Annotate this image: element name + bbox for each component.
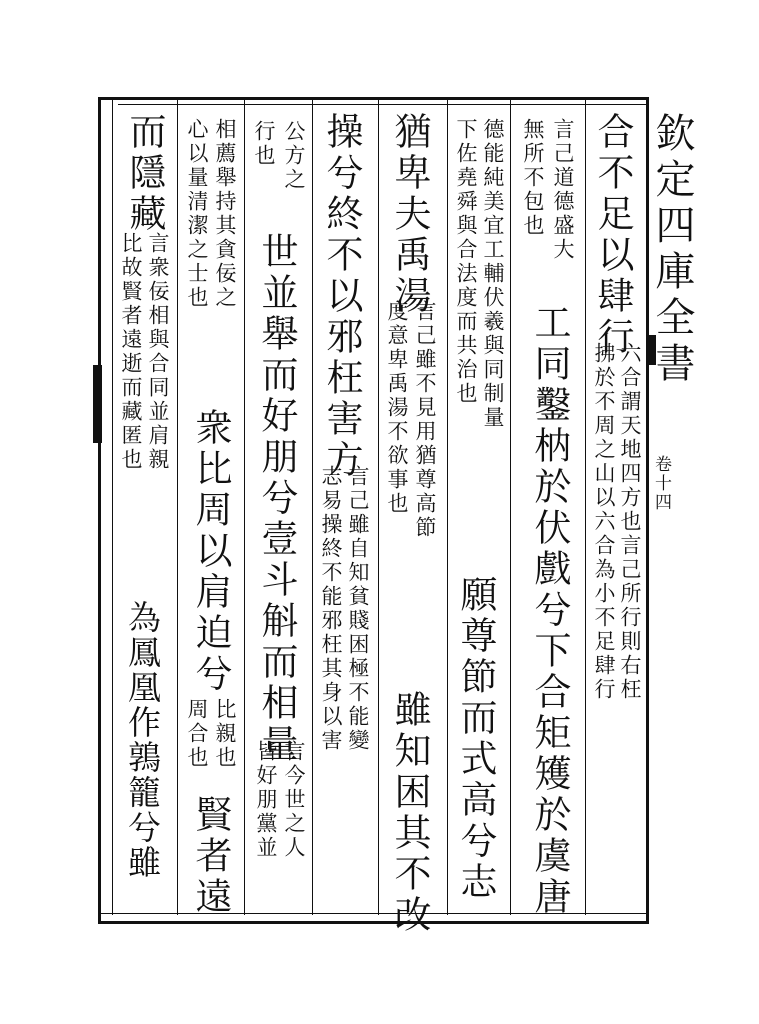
text-column: 操兮終不以邪枉害方 [320,112,363,481]
text-column: 周合也 [185,698,209,770]
text-column: 公方之 [282,120,306,192]
text-column: 而隱藏 [123,112,166,235]
column-rule [177,100,178,915]
text-column: 比親也 [213,698,237,770]
column-rule [585,100,586,915]
text-column: 猶卑夫禹湯 [388,112,431,317]
bottom-border [100,921,648,924]
text-column: 比故賢者遠逝而藏匿也 [119,232,143,472]
text-column: 相薦舉持其貪佞之 [213,118,237,310]
text-column: 言己雖自知貧賤困極不能變 [346,465,370,753]
text-column: 雖知困其不改 [388,690,431,936]
text-column: 無所不包也 [521,118,545,238]
text-column: 行也 [252,120,276,168]
text-column: 拂於不周之山以六合為小不足肆行 [592,342,616,702]
column-rule [312,100,313,915]
text-column: 度意卑禹湯不欲事也 [385,300,409,516]
text-column: 合不足以肆行 [591,112,634,358]
column-rule [244,100,245,915]
text-column: 德能純美宜工輔伏羲與同制量 [481,118,505,430]
text-column: 志易操終不能邪枉其身以害 [319,465,343,753]
column-rule [112,100,113,915]
volume-label: 卷十四 [651,455,671,512]
top-border-thin [118,104,648,105]
ink-mark [93,365,102,443]
top-border [100,97,648,100]
text-column: 衆比周以肩迫兮 [189,408,232,695]
book-title: 欽定四庫全書 [649,112,695,388]
text-column: 工同鑿枘於伏戲兮下合矩矱於虞唐 [528,303,571,918]
left-border [98,97,101,924]
column-rule [378,100,379,915]
text-column: 世並舉而好朋兮壹斗斛而相量 [255,232,298,765]
text-column: 六合謂天地四方也言己所行則右枉 [618,342,642,702]
column-rule [510,100,511,915]
text-column: 願尊節而式高兮志 [454,575,497,903]
text-column: 皆好朋黨並 [254,740,278,860]
text-column: 言衆佞相與合同並肩親 [146,232,170,472]
text-column: 言今世之人 [282,740,306,860]
text-column: 賢者遠 [189,795,232,918]
text-column: 為鳳凰作鶉籠兮雖 [123,600,162,880]
text-column: 言己雖不見用猶尊高節 [413,300,437,540]
text-column: 下佐堯舜與合法度而共治也 [454,118,478,406]
text-column: 言己道德盛大 [551,118,575,262]
column-rule [447,100,448,915]
text-column: 心以量清潔之士也 [185,118,209,310]
